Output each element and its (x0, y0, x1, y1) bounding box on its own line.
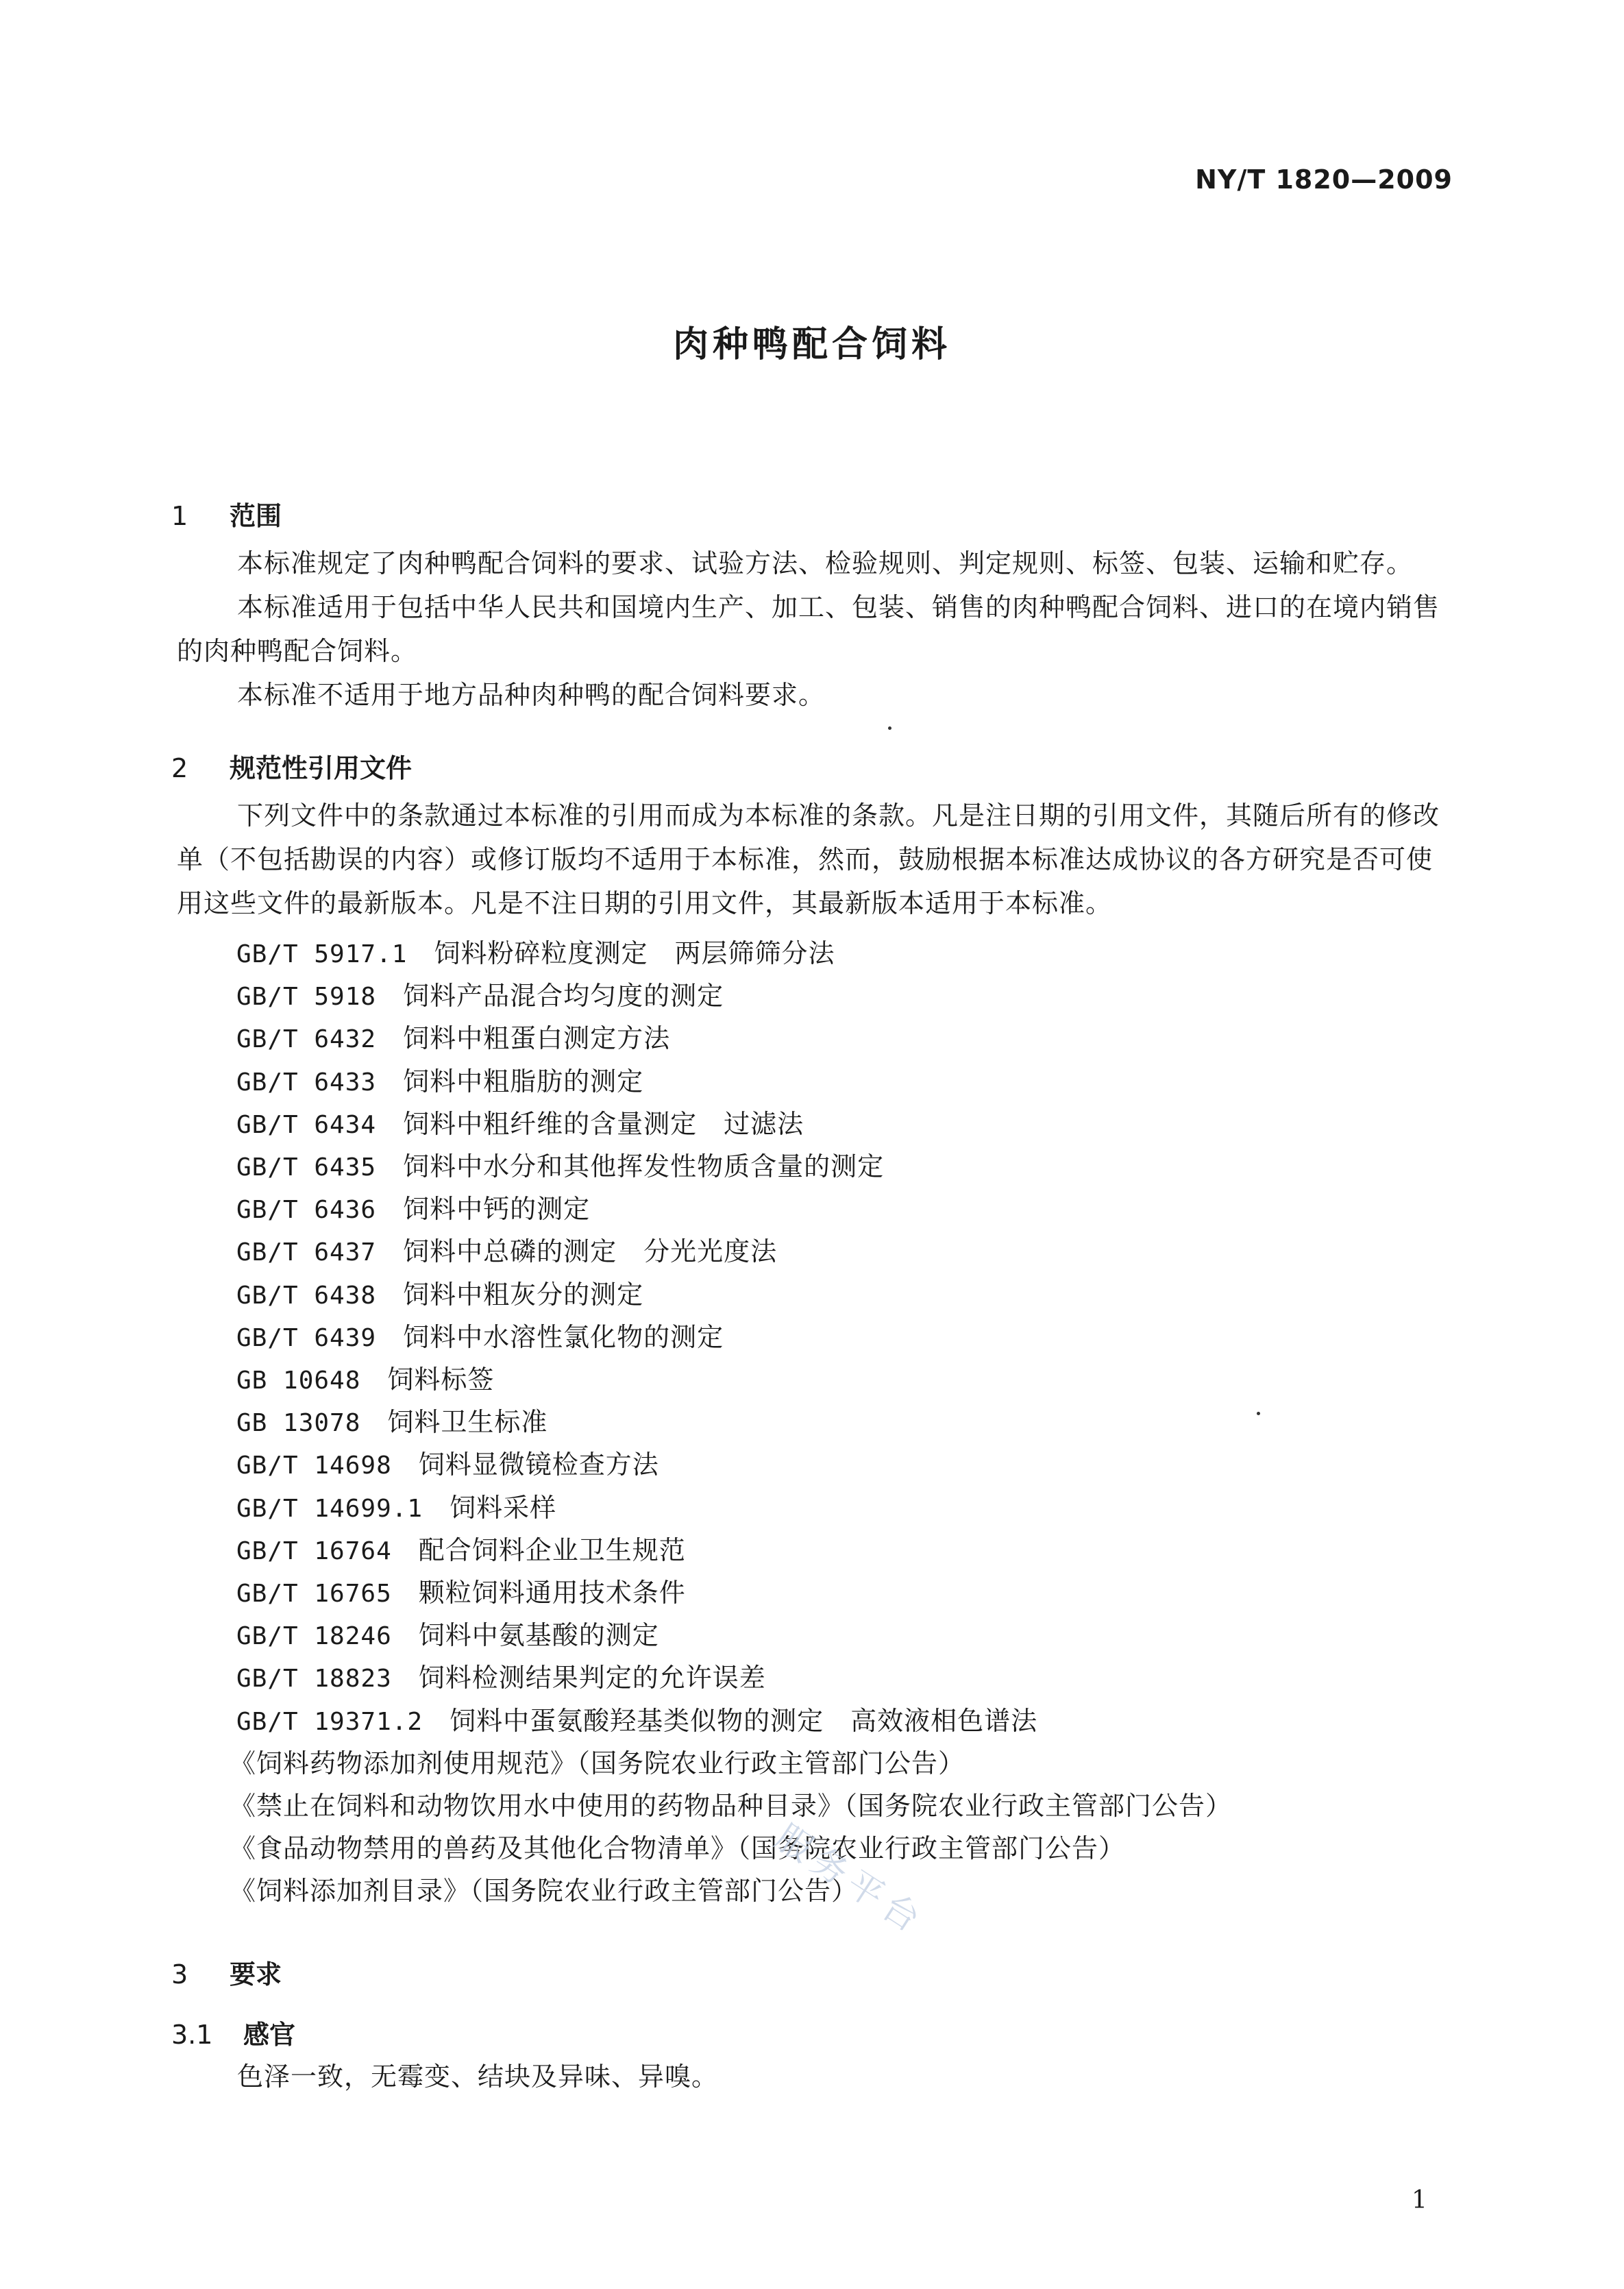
reference-item (236, 1529, 686, 1567)
reference-item (236, 1103, 804, 1140)
section-1-heading (171, 495, 282, 533)
reference-title: 饲料检测结果判定的允许误差 (418, 1663, 766, 1693)
standard-code: NY/T 1820—2009 (1195, 164, 1453, 195)
separator (376, 1322, 403, 1352)
reference-item (236, 1230, 777, 1268)
separator (423, 1706, 450, 1736)
section-number: 1 (171, 501, 188, 531)
reference-code: GB/T 6436 (236, 1196, 377, 1225)
reference-title: 饲料中水分和其他挥发性物质含量的测定 (403, 1151, 885, 1182)
reference-item (236, 1700, 1037, 1737)
reference-title: 饲料中水溶性氯化物的测定 (403, 1321, 724, 1352)
section-number: 2 (171, 753, 188, 783)
reference-code: GB 13078 (236, 1409, 361, 1438)
section-title: 规范性引用文件 (230, 753, 413, 783)
reference-title: 饲料产品混合均匀度的测定 (403, 981, 724, 1012)
reference-title: 饲料中氨基酸的测定 (418, 1620, 659, 1651)
reference-title: 配合饲料企业卫生规范 (418, 1534, 686, 1565)
scan-speck (888, 726, 891, 730)
section-3-heading (171, 1953, 282, 1991)
reference-code: GB/T 6434 (236, 1110, 377, 1139)
reference-code: GB/T 6437 (236, 1238, 377, 1267)
page-number: 1 (1412, 2186, 1427, 2214)
reference-title: 饲料粉碎粒度测定 两层筛筛分法 (434, 938, 835, 968)
separator (392, 1663, 419, 1693)
section-title: 要求 (230, 1959, 282, 1990)
separator (423, 1493, 450, 1523)
separator (376, 1194, 403, 1224)
reference-title: 饲料中粗脂肪的测定 (403, 1066, 644, 1097)
scan-speck (1257, 1412, 1260, 1415)
reference-item (236, 1060, 643, 1098)
reference-item (236, 1188, 590, 1225)
reference-item (236, 932, 835, 970)
separator (376, 981, 403, 1011)
reference-title: 饲料采样 (450, 1492, 557, 1523)
reference-code: GB/T 19371.2 (236, 1707, 423, 1736)
reference-title: 饲料显微镜检查方法 (418, 1449, 659, 1480)
reference-code: GB/T 18246 (236, 1622, 392, 1651)
separator (376, 1023, 403, 1053)
reference-code: GB 10648 (236, 1367, 361, 1395)
subsection-3-1-heading (171, 2013, 295, 2051)
paragraph: 本标准不适用于地方品种肉种鸭的配合饲料要求。 (237, 680, 826, 710)
reference-item (236, 1358, 494, 1396)
reference-title: 饲料卫生标准 (387, 1407, 548, 1438)
reference-title: 饲料中粗蛋白测定方法 (403, 1023, 671, 1054)
reference-item (236, 1145, 884, 1183)
reference-code: GB/T 5917.1 (236, 940, 408, 968)
separator (376, 1151, 403, 1182)
reference-item (236, 1486, 556, 1524)
reference-code: GB/T 14698 (236, 1452, 392, 1480)
subsection-title: 感官 (243, 2020, 296, 2050)
reference-title: 饲料中粗灰分的测定 (403, 1279, 644, 1310)
reference-item (236, 1273, 643, 1311)
reference-title: 饲料中蛋氨酸羟基类似物的测定 高效液相色谱法 (450, 1705, 1038, 1736)
section-title: 范围 (230, 501, 282, 531)
reference-code: GB/T 6439 (236, 1323, 377, 1352)
reference-code: GB/T 5918 (236, 983, 377, 1012)
sensory-requirement: 色泽一致，无霉变、结块及异味、异嗅。 (237, 2061, 719, 2092)
reference-item (236, 975, 724, 1012)
reference-code: GB/T 16764 (236, 1537, 392, 1565)
reference-code: GB/T 6435 (236, 1153, 377, 1182)
subsection-number: 3.1 (171, 2020, 213, 2050)
section-number: 3 (171, 1959, 188, 1990)
separator (376, 1236, 403, 1266)
document-title: 肉种鸭配合饲料 (672, 324, 951, 365)
separator (392, 1578, 419, 1608)
regulation-document: 《饲料药物添加剂使用规范》（国务院农业行政主管部门公告） (230, 1748, 965, 1778)
reference-item (236, 1017, 670, 1055)
separator (376, 1066, 403, 1097)
reference-code: GB/T 6433 (236, 1068, 377, 1097)
reference-title: 饲料中总磷的测定 分光光度法 (403, 1236, 778, 1267)
reference-item (236, 1401, 548, 1439)
reference-code: GB/T 16765 (236, 1580, 392, 1608)
paragraph: 本标准适用于包括中华人民共和国境内生产、加工、包装、销售的肉种鸭配合饲料、进口的在境内销售的肉种鸭配合饲料。 (177, 592, 1440, 666)
reference-item (236, 1656, 766, 1694)
reference-item (236, 1571, 686, 1609)
separator (360, 1407, 387, 1437)
reference-code: GB/T 14699.1 (236, 1494, 423, 1523)
references-intro: 下列文件中的条款通过本标准的引用而成为本标准的条款。凡是注日期的引用文件，其随后所有的修改单（不包括勘误的内容）或修订版均不适用于本标准，然而，鼓励根据本标准达成协议的各方研究是否可使用这些文件的最新版本。凡是不注日期的引用文件，其最新版本适用于本标准。 (177, 800, 1440, 918)
separator (360, 1364, 387, 1395)
watermark: 服务平台 (767, 1816, 933, 1944)
reference-code: GB/T 6432 (236, 1025, 377, 1054)
reference-item (236, 1316, 724, 1354)
reference-title: 饲料标签 (387, 1364, 495, 1395)
reference-item (236, 1443, 659, 1481)
reference-item (236, 1614, 659, 1652)
reference-code: GB/T 18823 (236, 1665, 392, 1693)
regulation-document: 《饲料添加剂目录》（国务院农业行政主管部门公告） (230, 1876, 859, 1907)
separator (392, 1620, 419, 1650)
reference-title: 颗粒饲料通用技术条件 (418, 1578, 686, 1608)
reference-code: GB/T 6438 (236, 1281, 377, 1310)
regulation-document: 《食品动物禁用的兽药及其他化合物清单》（国务院农业行政主管部门公告） (230, 1833, 1126, 1864)
section-2-heading (171, 747, 412, 785)
separator (376, 1280, 403, 1310)
separator (392, 1535, 419, 1565)
paragraph: 本标准规定了肉种鸭配合饲料的要求、试验方法、检验规则、判定规则、标签、包装、运输和贮存。 (237, 548, 1414, 578)
reference-title: 饲料中粗纤维的含量测定 过滤法 (403, 1108, 804, 1139)
regulation-document: 《禁止在饲料和动物饮用水中使用的药物品种目录》（国务院农业行政主管部门公告） (230, 1791, 1233, 1821)
separator (376, 1109, 403, 1139)
separator (392, 1449, 419, 1480)
reference-title: 饲料中钙的测定 (403, 1194, 591, 1225)
separator (407, 938, 434, 968)
